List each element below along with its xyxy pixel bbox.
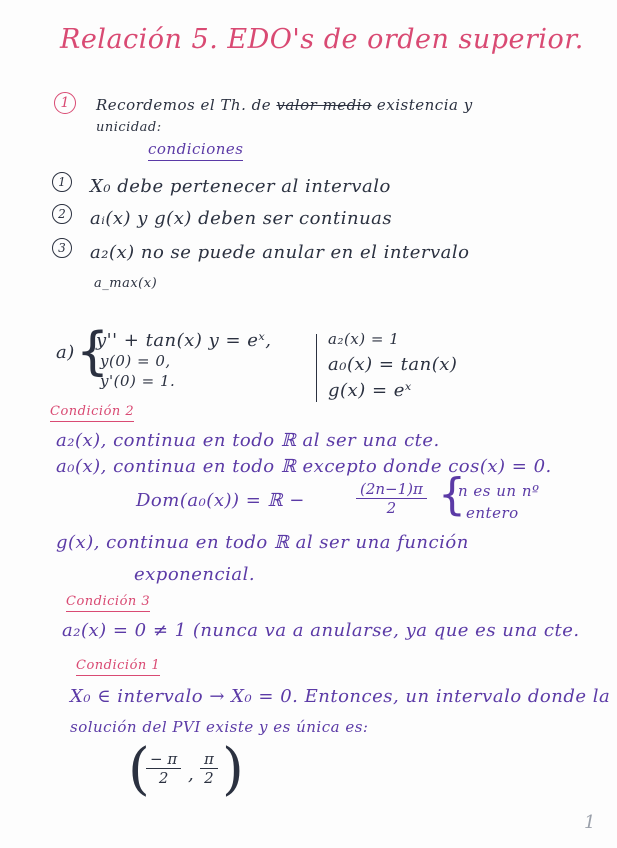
equation-ode: y'' + tan(x) y = eˣ, bbox=[96, 330, 272, 351]
condition-number-circle: 3 bbox=[52, 238, 72, 258]
condition3-line1: a₂(x) = 0 ≠ 1 (nunca va a anularse, ya que es una cte. bbox=[62, 620, 580, 641]
condition-text: aᵢ(x) y g(x) deben ser continuas bbox=[90, 208, 393, 229]
domain-brace: { bbox=[438, 469, 466, 520]
domain-expression: Dom(a₀(x)) = ℝ − bbox=[136, 490, 305, 511]
condition2-line3: g(x), continua en todo ℝ al ser una función bbox=[56, 532, 469, 553]
section-number-circle: 1 bbox=[54, 92, 76, 114]
amax-note: a_max(x) bbox=[94, 276, 158, 291]
condition-text: X₀ debe pertenecer al intervalo bbox=[90, 176, 391, 197]
domain-condition-2: entero bbox=[466, 504, 519, 522]
interval-right-fraction: $\frac{\pi}{2}$ bbox=[200, 750, 218, 787]
coefficient-a2: a₂(x) = 1 bbox=[328, 330, 400, 348]
domain-fraction: $\frac{(2n-1)\pi}{2}$ bbox=[356, 480, 427, 517]
struck-text: valor medio bbox=[276, 96, 372, 114]
interval-close-paren: ) bbox=[222, 737, 244, 802]
intro-text-part1: Recordemos el Th. de valor medio existencia y bbox=[96, 96, 473, 114]
conditions-label: condiciones bbox=[148, 140, 243, 161]
interval-open-paren: ( bbox=[128, 737, 150, 802]
condition2-heading: Condición 2 bbox=[50, 404, 134, 422]
condition2-line2: a₀(x), continua en todo ℝ excepto donde cos(x) = 0. bbox=[56, 456, 552, 477]
interval-left-fraction: $\frac{- \pi}{2}$ bbox=[146, 750, 181, 787]
condition1-line2: solución del PVI existe y es única es: bbox=[70, 718, 369, 736]
problem-label: a) bbox=[56, 342, 75, 363]
condition3-heading: Condición 3 bbox=[66, 594, 150, 612]
condition1-line1: X₀ ∈ intervalo → X₀ = 0. Entonces, un intervalo donde la bbox=[70, 686, 611, 707]
coefficient-a0: a₀(x) = tan(x) bbox=[328, 354, 458, 375]
condition1-heading: Condición 1 bbox=[76, 658, 160, 676]
condition2-line1: a₂(x), continua en todo ℝ al ser una cte. bbox=[56, 430, 440, 451]
condition-text: a₂(x) no se puede anular en el intervalo bbox=[90, 242, 470, 263]
coefficient-g: g(x) = eˣ bbox=[328, 380, 412, 401]
interval-comma: , bbox=[188, 764, 195, 785]
condition-number-circle: 1 bbox=[52, 172, 72, 192]
initial-condition-2: y'(0) = 1. bbox=[100, 372, 176, 390]
left-brace: { bbox=[76, 322, 110, 382]
page-title: Relación 5. EDO's de orden superior. bbox=[60, 24, 584, 55]
condition2-line4: exponencial. bbox=[134, 564, 256, 585]
page-number: 1 bbox=[584, 812, 596, 833]
initial-condition-1: y(0) = 0, bbox=[100, 352, 171, 370]
condition-number-circle: 2 bbox=[52, 204, 72, 224]
coefficients-bracket bbox=[316, 334, 317, 402]
intro-text-line2: unicidad: bbox=[96, 120, 162, 135]
domain-condition-1: n es un nº bbox=[458, 482, 540, 500]
